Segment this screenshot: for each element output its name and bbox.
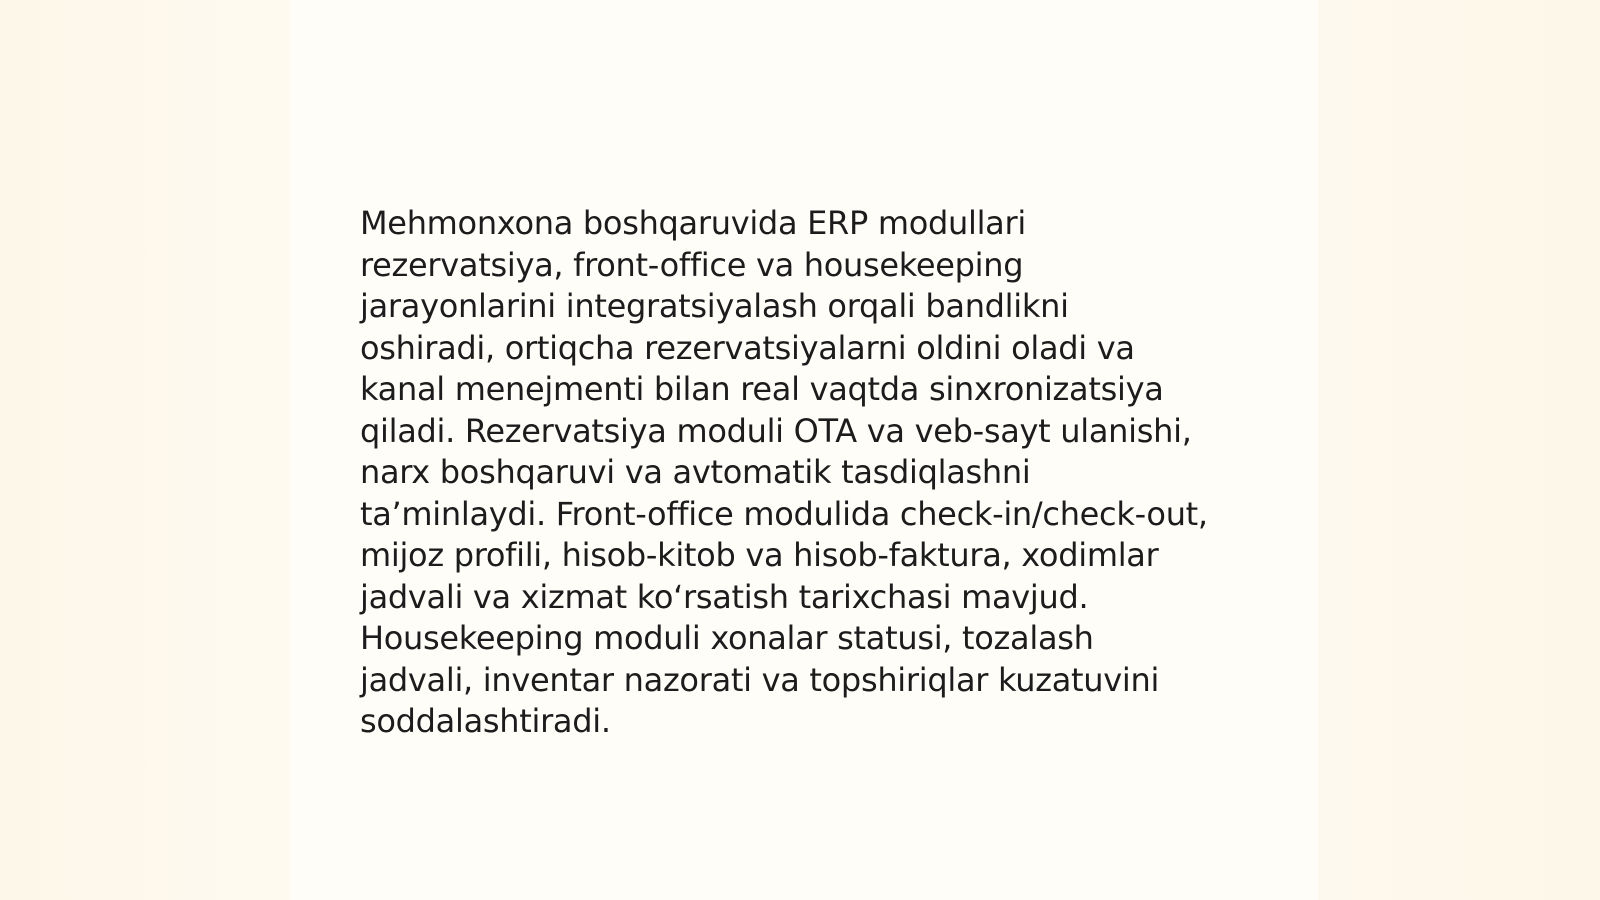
document-page (296, 0, 1318, 900)
body-paragraph: Mehmonxona boshqaruvida ERP modullari rezervatsiya, front-office va housekeeping jarayonlarini integratsiyalash orqali bandlikni oshiradi, ortiqcha rezervatsiyalarni oldini oladi va kanal menejmenti bilan real vaqtda sinxronizatsiya qiladi. Rezervatsiya moduli OTA va veb-sayt ulanishi, narx boshqaruvi va avtomatik tasdiqlashni ta’minlaydi. Front-office modulida check-in/check-out, mijoz profili, hisob-kitob va hisob-faktura, xodimlar jadvali va xizmat koʻrsatish tarixchasi mavjud. Housekeeping moduli xonalar statusi, tozalash jadvali, inventar nazorati va topshiriqlar kuzatuvini soddalashtiradi. (360, 204, 1208, 740)
